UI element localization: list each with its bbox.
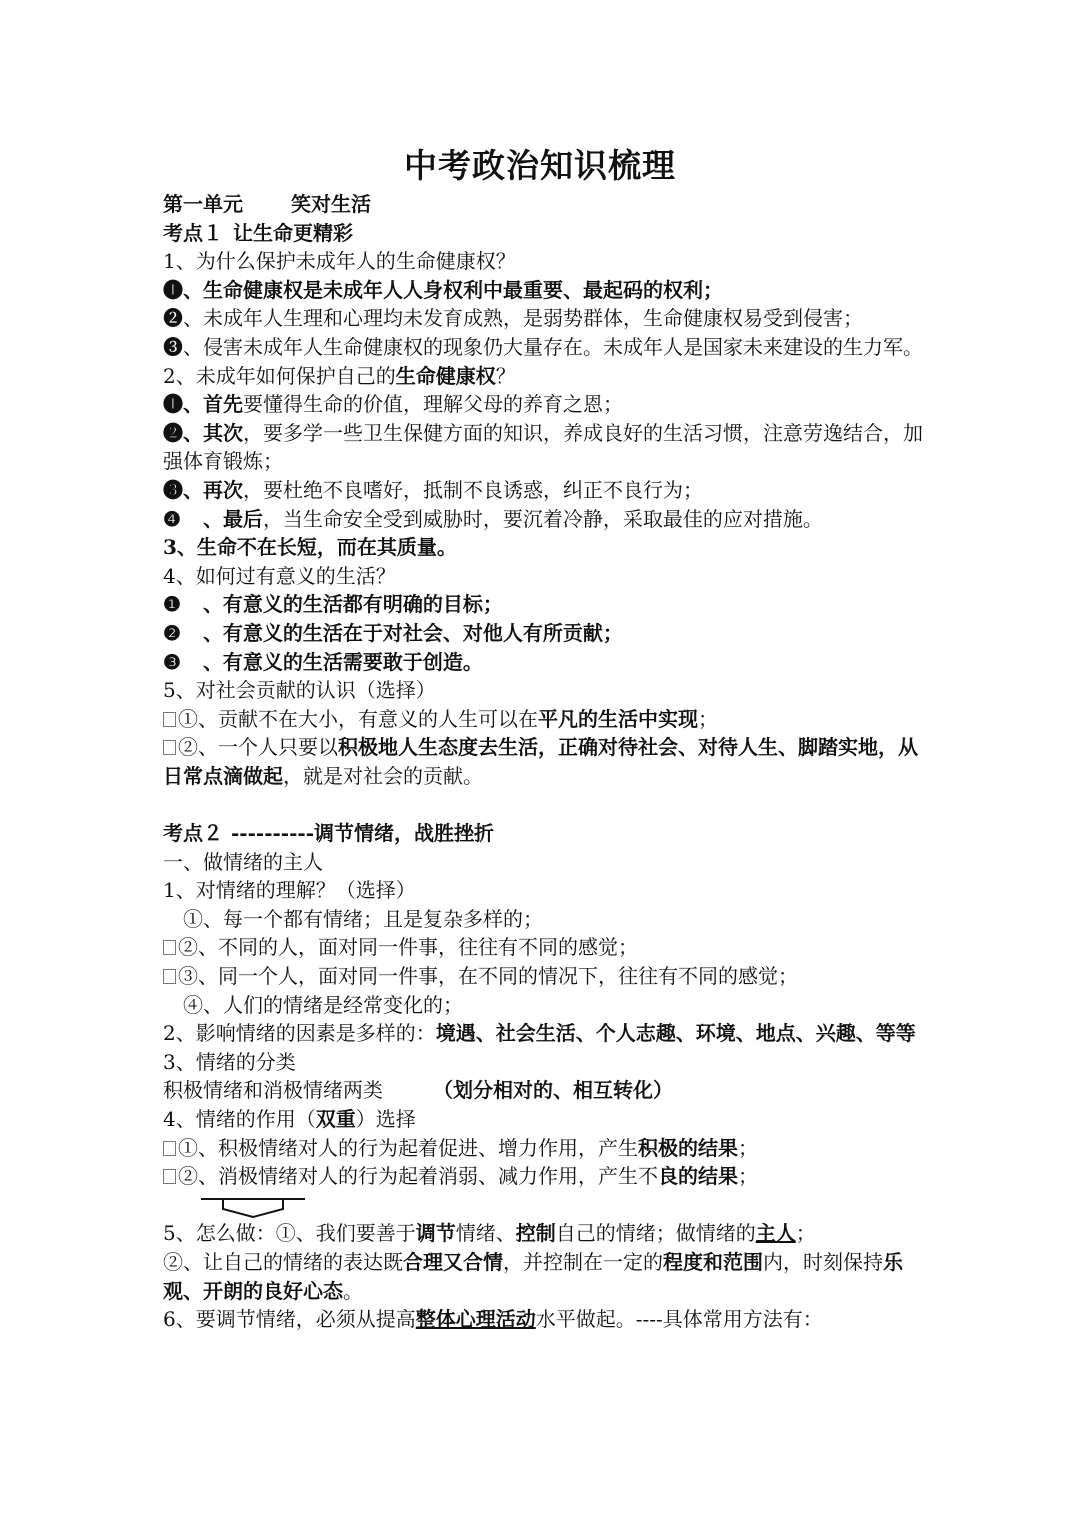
question-text: 2、影响情绪的因素是多样的： bbox=[163, 1021, 436, 1046]
checkbox-icon bbox=[163, 940, 176, 955]
checkbox-icon bbox=[163, 740, 176, 755]
point2-label: 考点２ bbox=[163, 821, 223, 846]
answer-separator: 、 bbox=[202, 506, 223, 531]
text: 水平做起。----具体常用方法有： bbox=[535, 1307, 823, 1332]
keyword: 合理又合情 bbox=[403, 1249, 503, 1274]
p2-q1-answer-4: ④、人们的情绪是经常变化的； bbox=[183, 992, 463, 1017]
answer-text: 积极情绪和消极情绪两类 bbox=[163, 1078, 383, 1103]
text: ，并控制在一定的 bbox=[503, 1249, 663, 1274]
point2-title: 调节情绪，战胜挫折 bbox=[314, 821, 495, 846]
point2-dashes: ---------- bbox=[231, 821, 315, 846]
p2-q2 bbox=[163, 1019, 933, 1048]
keyword: 调节 bbox=[415, 1221, 456, 1246]
p2-q1: 1、对情绪的理解？（选择） bbox=[163, 878, 416, 903]
text: 内，时刻保持 bbox=[763, 1249, 883, 1274]
answer-text: ③、同一个人，面对同一件事，在不同的情况下，往往有不同的感觉； bbox=[178, 964, 798, 989]
p1-q5: 5、对社会贡献的认识（选择） bbox=[163, 678, 436, 703]
answer-text: 、有意义的生活需要敢于创造。 bbox=[202, 649, 483, 674]
unit-label: 第一单元 bbox=[163, 192, 243, 216]
answer-text: ，要杜绝不良嗜好，抵制不良诱惑，纠正不良行为； bbox=[243, 477, 703, 502]
point1-title: 让生命更精彩 bbox=[233, 220, 353, 245]
p1-q4-answer-1 bbox=[163, 590, 933, 619]
answer-keyword: 良的结果 bbox=[658, 1164, 738, 1189]
answer-end: ，就是对社会的贡献。 bbox=[283, 763, 483, 788]
p1-q2-answer-3 bbox=[163, 476, 933, 505]
p1-q1-answer-2: ❷、未成年人生理和心理均未发育成熟，是弱势群体，生命健康权易受到侵害； bbox=[163, 306, 863, 331]
p1-q5-answer-1 bbox=[163, 705, 933, 734]
text: 。 bbox=[343, 1278, 363, 1303]
p2-q3-answer bbox=[163, 1076, 933, 1105]
answer-keyword: 平凡的生活中实现 bbox=[538, 706, 698, 731]
answer-text: ，当生命安全受到威胁时，要沉着冷静，采取最佳的应对措施。 bbox=[262, 506, 823, 531]
checkbox-icon bbox=[163, 969, 176, 984]
answer-text: ①、贡献不在大小，有意义的人生可以在 bbox=[178, 706, 538, 731]
p2-q1-answer-1: ①、每一个都有情绪；且是复杂多样的； bbox=[183, 906, 543, 931]
answer-keyword: 首先 bbox=[203, 392, 243, 417]
keyword: 整体心理活动 bbox=[415, 1307, 536, 1332]
p1-q2-emphasis: 生命健康权 bbox=[395, 363, 496, 388]
p2-q5 bbox=[163, 1219, 933, 1248]
answer-number: ❹ bbox=[163, 506, 181, 531]
answer-end: ； bbox=[738, 1164, 758, 1189]
p1-q1: 1、为什么保护未成年人的生命健康权？ bbox=[163, 249, 516, 274]
keyword: 控制 bbox=[515, 1221, 556, 1246]
answer-note: （划分相对的、相互转化） bbox=[433, 1078, 673, 1103]
p2-q1-answer-3 bbox=[163, 962, 933, 991]
answer-number: ❷ bbox=[163, 620, 181, 645]
answer-keyword: 积极的结果 bbox=[638, 1135, 738, 1160]
answer-text: ，要多学一些卫生保健方面的知识，养成良好的生活习惯，注意劳逸结合，加强体育锻炼； bbox=[163, 420, 923, 474]
answer-text: ②、消极情绪对人的行为起着消弱、减力作用，产生不 bbox=[178, 1164, 658, 1189]
checkbox-icon bbox=[163, 1169, 176, 1184]
text: ②、让自己的情绪的表达既 bbox=[163, 1249, 403, 1274]
document-body bbox=[163, 190, 933, 1334]
page-title: 中考政治知识梳理 bbox=[404, 146, 676, 185]
text: 情绪、 bbox=[455, 1221, 516, 1246]
down-arrow-icon bbox=[163, 1191, 933, 1220]
text: 5、怎么做：①、我们要善于 bbox=[163, 1221, 416, 1246]
point2-heading bbox=[163, 819, 933, 848]
answer-number: ❶、 bbox=[163, 392, 203, 417]
p2-section-1: 一、做情绪的主人 bbox=[163, 849, 323, 874]
p2-q5-part-2 bbox=[163, 1248, 933, 1305]
point1-label: 考点１ bbox=[163, 220, 223, 245]
answer-text: 、有意义的生活在于对社会、对他人有所贡献； bbox=[202, 620, 623, 645]
p1-q2-text: 2、未成年如何保护自己的 bbox=[163, 363, 396, 388]
answer-keyword: 其次 bbox=[203, 420, 243, 445]
p2-q1-answer-2 bbox=[163, 933, 933, 962]
p1-q2-answer-1 bbox=[163, 390, 933, 419]
text: 自己的情绪；做情绪的 bbox=[555, 1221, 756, 1246]
keyword: 乐观、开朗的良好心态 bbox=[163, 1249, 903, 1303]
spacer bbox=[163, 790, 933, 819]
p1-q3: 3、生命不在长短，而在其质量。 bbox=[163, 535, 457, 560]
question-text: 4、情绪的作用（ bbox=[163, 1107, 316, 1131]
answer-number: ❸、 bbox=[163, 477, 203, 502]
text: ； bbox=[795, 1221, 816, 1246]
point1-heading bbox=[163, 219, 933, 248]
answer-text: 、有意义的生活都有明确的目标； bbox=[202, 592, 503, 617]
answer-keyword: 最后 bbox=[222, 506, 263, 531]
p2-q3: 3、情绪的分类 bbox=[163, 1049, 296, 1074]
p1-q4-answer-3 bbox=[163, 648, 933, 677]
answer-end: ； bbox=[738, 1135, 758, 1160]
p2-q4 bbox=[163, 1105, 933, 1134]
p2-q6 bbox=[163, 1305, 933, 1334]
answer-text: ①、积极情绪对人的行为起着促进、增力作用，产生 bbox=[178, 1135, 638, 1160]
answer-keyword: 积极地人生态度去生活，正确对待社会、对待人生、脚踏实地，从日常点滴做起 bbox=[163, 735, 918, 788]
text: 6、要调节情绪，必须从提高 bbox=[163, 1307, 416, 1332]
answer-text: 要懂得生命的价值，理解父母的养育之恩； bbox=[243, 392, 623, 417]
p1-q2 bbox=[163, 362, 933, 391]
p1-q1-answer-1: ❶、生命健康权是未成年人人身权利中最重要、最起码的权利； bbox=[163, 277, 723, 302]
answer-keyword: 境遇、社会生活、个人志趣、环境、地点、兴趣、等等 bbox=[435, 1021, 916, 1046]
answer-number: ❷、 bbox=[163, 420, 203, 445]
unit-name: 笑对生活 bbox=[291, 192, 371, 216]
answer-keyword: 再次 bbox=[203, 477, 243, 502]
keyword: 主人 bbox=[755, 1221, 796, 1246]
p1-q4: 4、如何过有意义的生活？ bbox=[163, 563, 396, 588]
answer-number: ❸ bbox=[163, 649, 181, 674]
checkbox-icon bbox=[163, 712, 176, 727]
p1-q2-answer-4 bbox=[163, 505, 933, 534]
keyword: 程度和范围 bbox=[663, 1249, 763, 1274]
p1-q2-answer-2 bbox=[163, 419, 933, 476]
p1-q2-end: ？ bbox=[495, 363, 516, 388]
unit-heading bbox=[163, 190, 933, 219]
p2-q4-answer-2 bbox=[163, 1162, 933, 1191]
answer-text: ②、一个人只要以 bbox=[178, 735, 338, 760]
question-keyword: 双重 bbox=[315, 1107, 356, 1131]
answer-text: ②、不同的人，面对同一件事，往往有不同的感觉； bbox=[178, 935, 638, 960]
answer-end: ； bbox=[698, 706, 718, 731]
question-end: ）选择 bbox=[355, 1107, 416, 1131]
answer-number: ❶ bbox=[163, 592, 181, 617]
p1-q4-answer-2 bbox=[163, 619, 933, 648]
p1-q5-answer-2 bbox=[163, 733, 933, 790]
checkbox-icon bbox=[163, 1141, 176, 1156]
p2-q4-answer-1 bbox=[163, 1134, 933, 1163]
p1-q1-answer-3: ❸、侵害未成年人生命健康权的现象仍大量存在。未成年人是国家未来建设的生力军。 bbox=[163, 334, 923, 359]
